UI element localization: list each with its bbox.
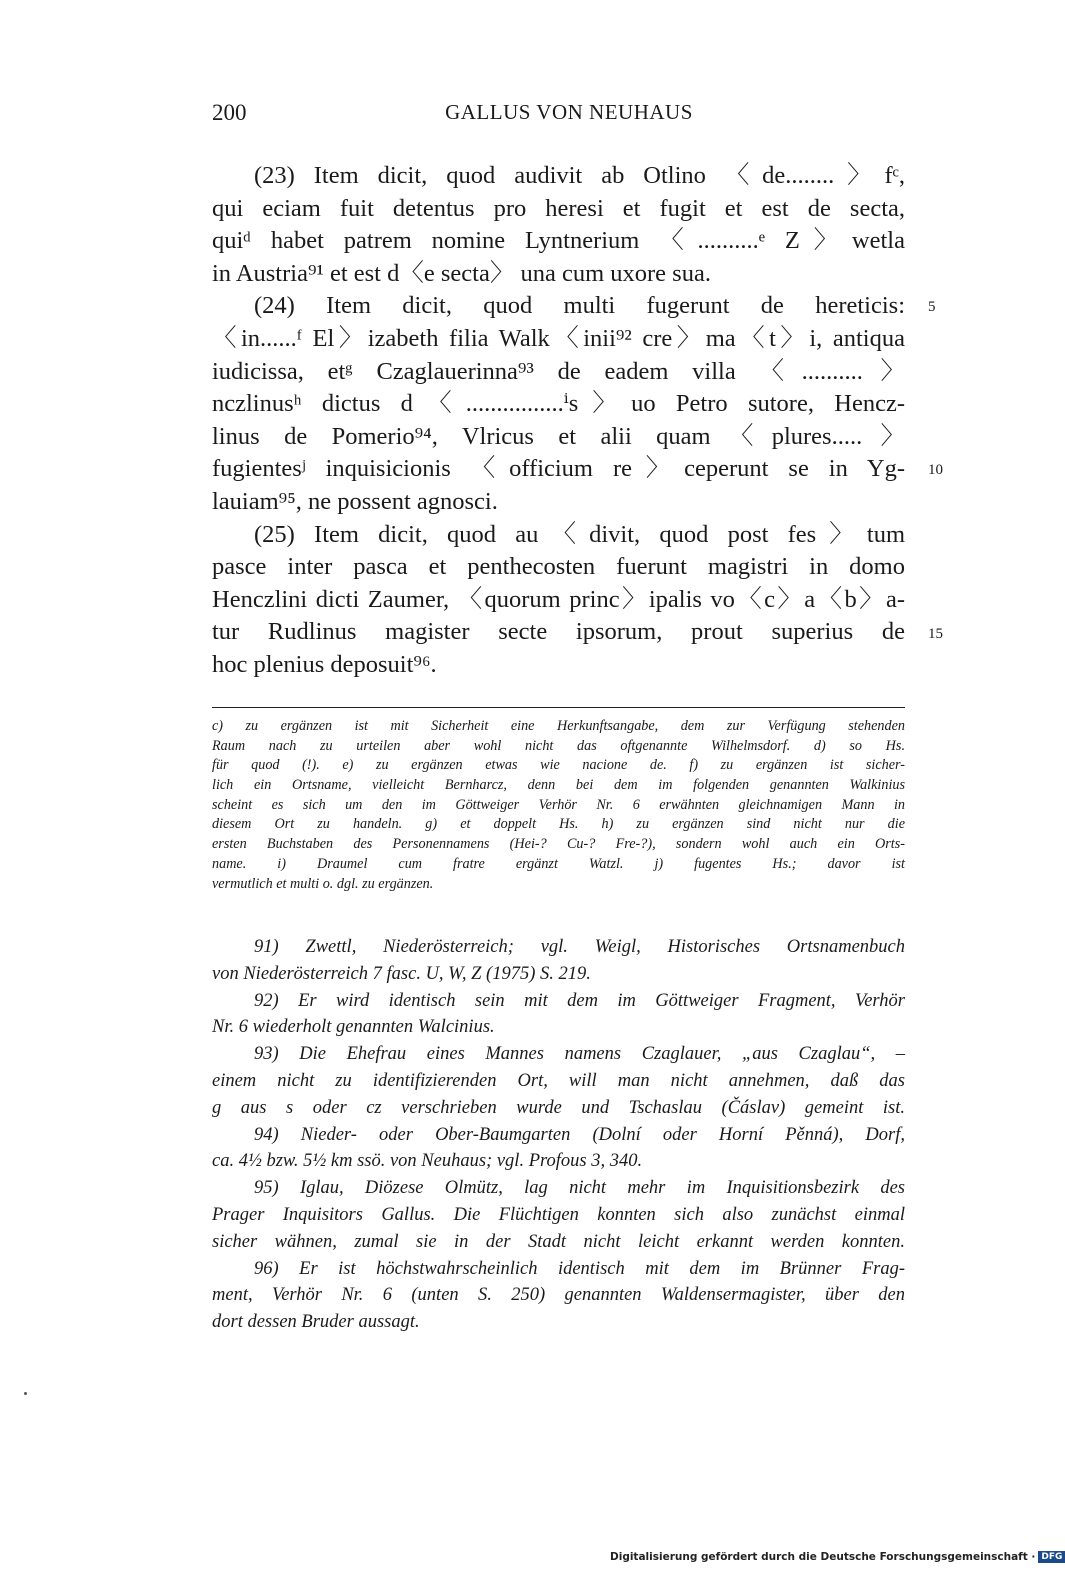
apparatus-line: lich ein Ortsname, vielleicht Bernharcz, denn bei dem im folgenden genannten Walkinius [212,777,905,794]
apparatus-line: Raum nach zu urteilen aber wohl nicht das oftgenannte Wilhelmsdorf. d) so Hs. [212,737,905,754]
text-line: linus de Pomerio⁹⁴, Vlricus et alii quam〈plures.....〉 [212,422,905,450]
apparatus-line: für quod (!). e) zu ergänzen etwas wie nacione de. f) zu ergänzen ist sicher- [212,757,905,774]
text-line: (24) Item dicit, quod multi fugerunt de hereticis: [254,292,905,320]
footnote-line: Prager Inquisitors Gallus. Die Flüchtigen konnten sich also zunächst einmal [212,1204,905,1225]
text-line: pasce inter pasca et penthecosten fuerunt magistri in domo [212,553,905,581]
text-line: 〈in......ᶠ El〉izabeth filia Walk〈inii⁹² cre〉ma〈t〉i, antiqua [212,324,905,352]
text-line: (23) Item dicit, quod audivit ab Otlino 〈de........〉fᶜ, [254,162,905,189]
footnote-divider [212,707,905,708]
footnote-line: 91) Zwettl, Niederösterreich; vgl. Weigl, Historisches Ortsnamenbuch [254,937,905,957]
line-number: 5 [928,299,936,315]
footnote-line: Nr. 6 wiederholt genannten Walcinius. [212,1017,495,1038]
dfg-logo: DFG [1038,1551,1065,1563]
footnote-line: 94) Nieder- oder Ober-Baumgarten (Dolní oder Horní Pěnná), Dorf, [254,1124,905,1145]
text-line: lauiam⁹⁵, ne possent agnosci. [212,487,498,515]
footnote-line: 92) Er wird identisch sein mit dem im Göttweiger Fragment, Verhör [254,990,905,1011]
footnote-line: 95) Iglau, Diözese Olmütz, lag nicht mehr im Inquisitionsbezirk des [254,1178,905,1199]
footnote-line: 93) Die Ehefrau eines Mannes namens Czaglauer, „aus Czaglau“, – [254,1044,905,1065]
apparatus-line: c) zu ergänzen ist mit Sicherheit eine Herkunftsangabe, dem zur Verfügung stehenden [212,718,905,734]
apparatus-line: diesem Ort zu handeln. g) et doppelt Hs. h) zu ergänzen sind nicht nur die [212,816,905,833]
footnote-line: sicher wähnen, zumal sie in der Stadt nicht leicht erkannt werden konnten. [212,1231,905,1252]
footnote-line: 96) Er ist höchstwahrscheinlich identisch mit dem im Brünner Frag- [254,1258,905,1279]
digitization-footer [610,1551,1065,1563]
page-number: 200 [212,100,247,125]
running-head: GALLUS VON NEUHAUS [445,100,693,124]
footnote-line: von Niederösterreich 7 fasc. U, W, Z (1975) S. 219. [212,963,591,984]
numbered-footnotes [212,934,905,1336]
footnote-line: ca. 4½ bzw. 5½ km ssö. von Neuhaus; vgl. Profous 3, 340. [212,1151,643,1172]
text-line: in Austria⁹¹ et est d〈e secta〉 una cum uxore sua. [212,259,711,287]
scan-speck [24,1392,27,1395]
line-number: 15 [928,626,943,642]
text-line: nczlinusʰ dictus d〈................ⁱs〉uo Petro sutore, Hencz- [212,390,905,418]
apparatus-line: name. i) Draumel cum fratre ergänzt Watzl. j) fugentes Hs.; davor ist [212,855,905,872]
apparatus-line: vermutlich et multi o. dgl. zu ergänzen. [212,875,434,892]
critical-apparatus [212,717,905,894]
apparatus-line: ersten Buchstaben des Personennamens (Hei-? Cu-? Fre-?), sondern wohl auch ein Orts- [212,836,905,853]
text-line: tur Rudlinus magister secte ipsorum, prout superius de [212,618,905,646]
footnote-line: dort dessen Bruder aussagt. [212,1312,420,1333]
footnote-line: g aus s oder cz verschrieben wurde und Tschaslau (Čáslav) gemeint ist. [212,1097,905,1118]
text-line: (25) Item dicit, quod au〈divit, quod post fes〉tum [254,520,905,548]
footnote-line: einem nicht zu identifizierenden Ort, will man nicht annehmen, daß das [212,1070,905,1091]
footnote-line: ment, Verhör Nr. 6 (unten S. 250) genannten Waldensermagister, über den [212,1285,905,1306]
apparatus-line: scheint es sich um den im Göttweiger Verhör Nr. 6 erwähnten gleichnamigen Mann in [212,796,905,813]
text-line: hoc plenius deposuit⁹⁶. [212,650,437,678]
text-line: fugientesʲ inquisicionis 〈officium re〉ceperunt se in Yg- [212,455,905,483]
page-header [212,100,906,132]
main-text [212,160,905,682]
footer-text: Digitalisierung gefördert durch die Deutsche Forschungsgemeinschaft · [610,1551,1036,1563]
text-line: iudicissa, etᵍ Czaglauerinna⁹³ de eadem villa 〈..........〉 [212,357,905,385]
line-number: 10 [928,462,943,478]
text-line: qui eciam fuit detentus pro heresi et fugit et est de secta, [212,194,905,222]
text-line: Henczlini dicti Zaumer, 〈quorum princ〉ipalis vo〈c〉a〈b〉a- [212,585,905,613]
text-line: quiᵈ habet patrem nomine Lyntnerium 〈..........ᵉ Z〉wetla [212,227,905,255]
